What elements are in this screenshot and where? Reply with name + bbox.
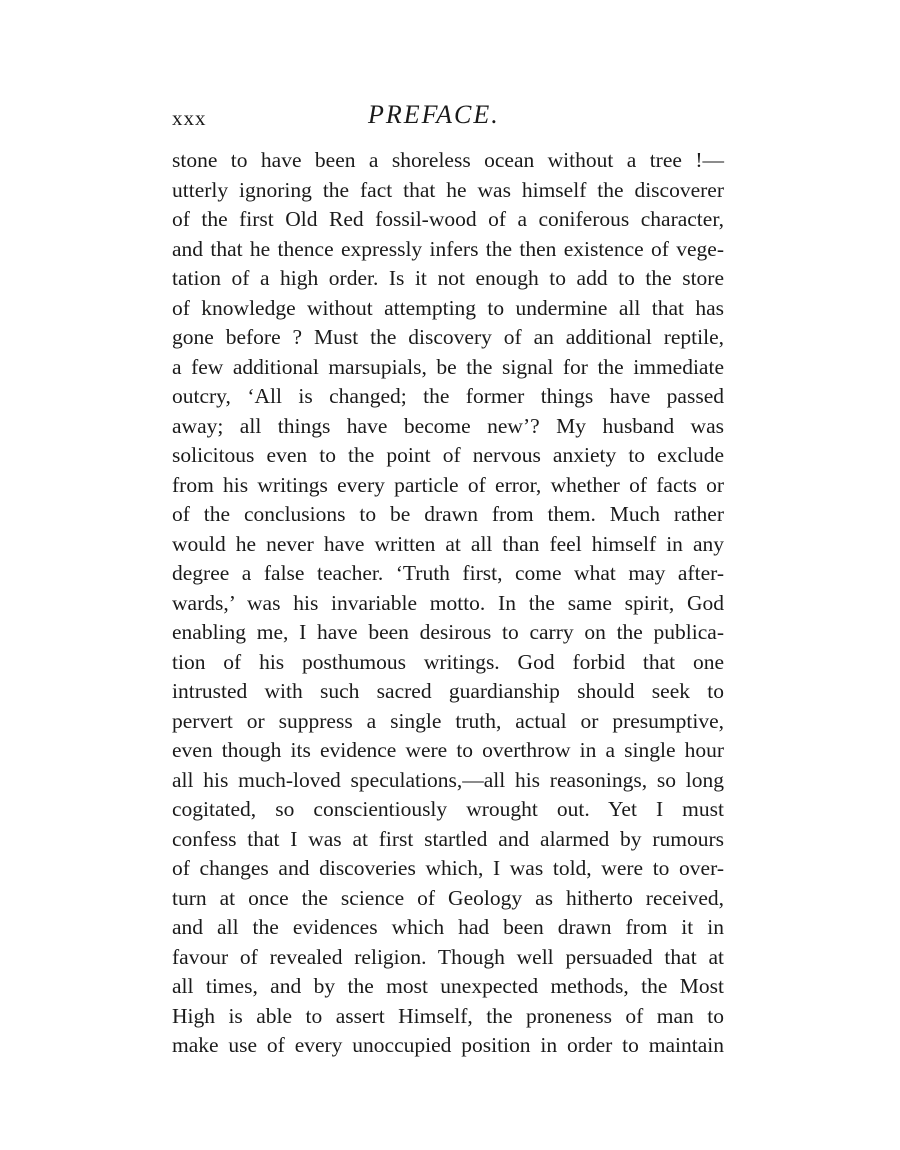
text-line: degree a false teacher. ‘Truth first, come what may after-	[172, 561, 724, 585]
text-line: of changes and discoveries which, I was told, were to over-	[172, 856, 724, 880]
text-line: and that he thence expressly infers the then existence of vege-	[172, 236, 724, 261]
text-line: solicitous even to the point of nervous anxiety to exclude	[172, 443, 724, 467]
text-line: all his much-loved speculations,—all his reasonings, so long	[172, 767, 724, 792]
body-text	[172, 146, 724, 1061]
text-line: enabling me, I have been desirous to carry on the publica-	[172, 620, 724, 644]
page-number: xxx	[172, 106, 207, 130]
text-line: stone to have been a shoreless ocean without a tree !—	[172, 148, 724, 172]
text-line: favour of revealed religion. Though well persuaded that at	[172, 944, 724, 969]
text-line: utterly ignoring the fact that he was himself the discoverer	[172, 177, 724, 202]
text-line: from his writings every particle of error, whether of facts or	[172, 472, 724, 497]
text-line: would he never have written at all than feel himself in any	[172, 531, 724, 556]
text-line: away; all things have become new’? My husband was	[172, 413, 724, 438]
text-line: of knowledge without attempting to undermine all that has	[172, 295, 724, 320]
text-line: even though its evidence were to overthrow in a single hour	[172, 738, 724, 762]
running-head	[172, 100, 724, 134]
text-line: gone before ? Must the discovery of an additional reptile,	[172, 325, 724, 349]
text-line: of the first Old Red fossil-wood of a coniferous character,	[172, 207, 724, 231]
text-line: High is able to assert Himself, the proneness of man to	[172, 1003, 724, 1028]
text-line: cogitated, so conscientiously wrought out. Yet I must	[172, 797, 724, 821]
text-line: tation of a high order. Is it not enough to add to the store	[172, 266, 724, 290]
text-line: a few additional marsupials, be the signal for the immediate	[172, 354, 724, 379]
text-line: outcry, ‘All is changed; the former things have passed	[172, 384, 724, 408]
text-line: turn at once the science of Geology as hitherto received,	[172, 885, 724, 910]
text-line: tion of his posthumous writings. God forbid that one	[172, 649, 724, 674]
text-line: of the conclusions to be drawn from them. Much rather	[172, 502, 724, 526]
text-line: all times, and by the most unexpected methods, the Most	[172, 974, 724, 998]
text-line: pervert or suppress a single truth, actual or presumptive,	[172, 708, 724, 733]
text-line: confess that I was at first startled and alarmed by rumours	[172, 826, 724, 851]
running-title: PREFACE.	[368, 100, 500, 129]
text-line: wards,’ was his invariable motto. In the same spirit, God	[172, 590, 724, 615]
text-line: and all the evidences which had been drawn from it in	[172, 915, 724, 939]
text-line: make use of every unoccupied position in order to maintain	[172, 1033, 724, 1057]
text-line: intrusted with such sacred guardianship should seek to	[172, 679, 724, 703]
